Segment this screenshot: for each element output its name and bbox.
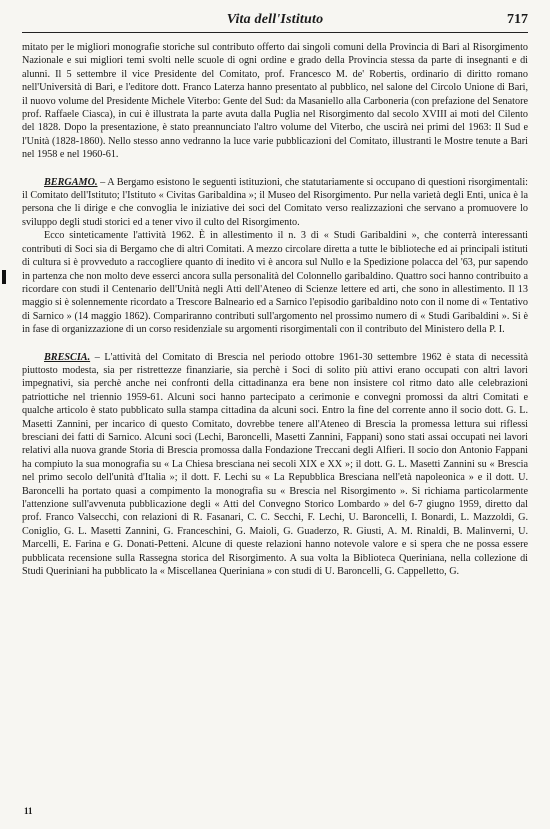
bergamo-paragraph-1 (22, 176, 528, 230)
section-title-bergamo: BERGAMO. (44, 176, 98, 188)
bergamo-text-1: – A Bergamo esistono le seguenti istituzioni, che statutariamente si occupano di questioni risorgimentali: il Comitato dell'Istituto; l'Istituto « Civitas Garibaldina »; il Museo del Risorgimento. Pur nella varietà degli Enti, unica è la persona che li dirige e che convoglia le iniziative dei soci del Comitato verso realizzazioni che servano a promuovere lo sviluppo degli studi storici ed a tener vivo il culto del Risorgimento. (22, 176, 528, 228)
bergamo-paragraph-2: Ecco sinteticamente l'attività 1962. È in allestimento il n. 3 di « Studi Garibaldini », che conterrà interessanti contributi di Soci sia di Bergamo che di altri Comitati. A mezzo circolare diretta a tutte le biblioteche ed ai principali istituti di cultura si è provveduto a raccogliere quanto di inedito vi è ancora sul Nullo e la Spedizione polacca del '63, pur sapendo in partenza che non molto deve esserci ancora sulla personalità del Colonnello garibaldino. Quattro soci hanno contribuito a ricordare con studi il Centenario dell'Unità negli Atti dell'Ateneo di Scienze lettere ed arti, che sono in allestimento. Il 13 maggio si è solennemente ricordato a Trescore Balneario ed a Sarnico l'episodio garibaldino noto con il nome di « Tentativo di Sarnico » (14 maggio 1862). Compariranno contributi sull'argomento nel prossimo numero di « Studi Garibaldini ». Si è in fase di organizzazione di un corso residenziale su argomenti risorgimentali con il contributo del Ministero della P. I. (22, 230, 528, 336)
section-brescia (22, 351, 528, 579)
intro-paragraph: mitato per le migliori monografie storiche sul contributo offerto dai singoli comuni della Provincia di Bari al Risorgimento Nazionale e sui migliori temi svolti nelle scuole di ogni ordine e grado della Provincia stessa da parte di insegnanti e di alunni. Il 5 settembre il vice Presidente del Comitato, prof. Francesco M. de' Robertis, ordinario di diritto romano nell'Università di Bari, e l'editore dott. Franco Laterza hanno presentato al pubblico, nel salone del Circolo Unione di Bari, il nuovo volume del Presidente Michele Viterbo: Gente del Sud: da Masaniello alla Carboneria (con prefazione del Senatore prof. Raffaele Ciasca), in cui è illustrata la parte avuta dalla Puglia nel Risorgimento dal secolo XVIII ai moti del Cilento del 1828. Dopo la presentazione, è stato preannunciato l'altro volume del Viterbo, che uscirà nei primi del 1963: Il Sud e l'Unità (1828-1860). Nello stesso anno vedranno la luce varie pubblicazioni del Comitato, illustranti le Mostre tenute a Bari nel 1958 e nel 1960-61. (22, 42, 528, 161)
signature-mark: 11 (24, 806, 33, 816)
section-title-brescia: BRESCIA. (44, 351, 91, 363)
margin-mark (2, 270, 6, 284)
page-number: 717 (507, 12, 528, 27)
brescia-paragraph-1 (22, 351, 528, 579)
section-bergamo (22, 176, 528, 337)
document-page (22, 10, 528, 578)
brescia-text-1: – L'attività del Comitato di Brescia nel periodo ottobre 1961-30 settembre 1962 è stata di necessità piuttosto modesta, sia per ristrettezze finanziarie, sia perchè i Soci di solito più attivi erano occupati con altri lavori impegnativi, sia perchè anche nei confronti della cittadinanza era bene non insistere col ritmo dato alle celebrazioni patriottiche nel triennio 1959-61. Alcuni soci hanno partecipato a cerimonie e convegni promossi da altri Comitati e qualche articolo è stato pubblicato sulla stampa cittadina da alcuni soci. Entro la fine del corrente anno il socio dott. G. L. Masetti Zannini, per incarico di questo Comitato, dovrebbe tenere all'Ateneo di Brescia la promessa lettura sui riflessi bresciani dei fatti di Sarnico. Alcuni soci (Lechi, Baroncelli, Masetti Zannini, Fappani) sono stati assai occupati nei lavori relativi alla nuova grande Storia di Brescia promossa dalla Fondazione Treccani degli Alfieri. Il socio don Antonio Fappani ha compiuto la sua monografia su « La Chiesa bresciana nei secoli XIX e XX »; il dott. G. L. Masetti Zannini su « Brescia nel primo secolo dell'unità d'Italia »; il dott. F. Lechi su « La Repubblica Bresciana nell'età napoleonica » e il dott. U. Baroncelli ha portato quasi a compimento la monografia su « Brescia nel Risorgimento ». Si richiama particolarmente l'attenzione sull'avvenuta pubblicazione degli « Atti del Convegno Storico Lombardo » del 6-7 giugno 1959, diretto dal prof. Franco Valsecchi, con relazioni di R. Fasanari, C. C. Secchi, F. Lechi, U. Baroncelli, I. Bonardi, L. Mazzoldi, G. Coniglio, G. L. Masetti Zannini, G. Franceschini, G. Maioli, G. Guaderzo, R. Giusti, A. M. Rinaldi, B. Malinverni, U. Marcelli, E. Farina e G. Donati-Petteni. Alcune di queste relazioni hanno notevole valore e si spera che ne possa essere pubblicata recensione sulla Rassegna storica del Risorgimento. A sua volta la Biblioteca Queriniana, nella collezione di Studi Queriniani ha pubblicato la « Miscellanea Queriniana » con studi di U. Baroncelli, G. Cappelletto, G. (22, 351, 528, 578)
running-header (22, 10, 528, 33)
running-title: Vita dell'Istituto (226, 12, 324, 27)
